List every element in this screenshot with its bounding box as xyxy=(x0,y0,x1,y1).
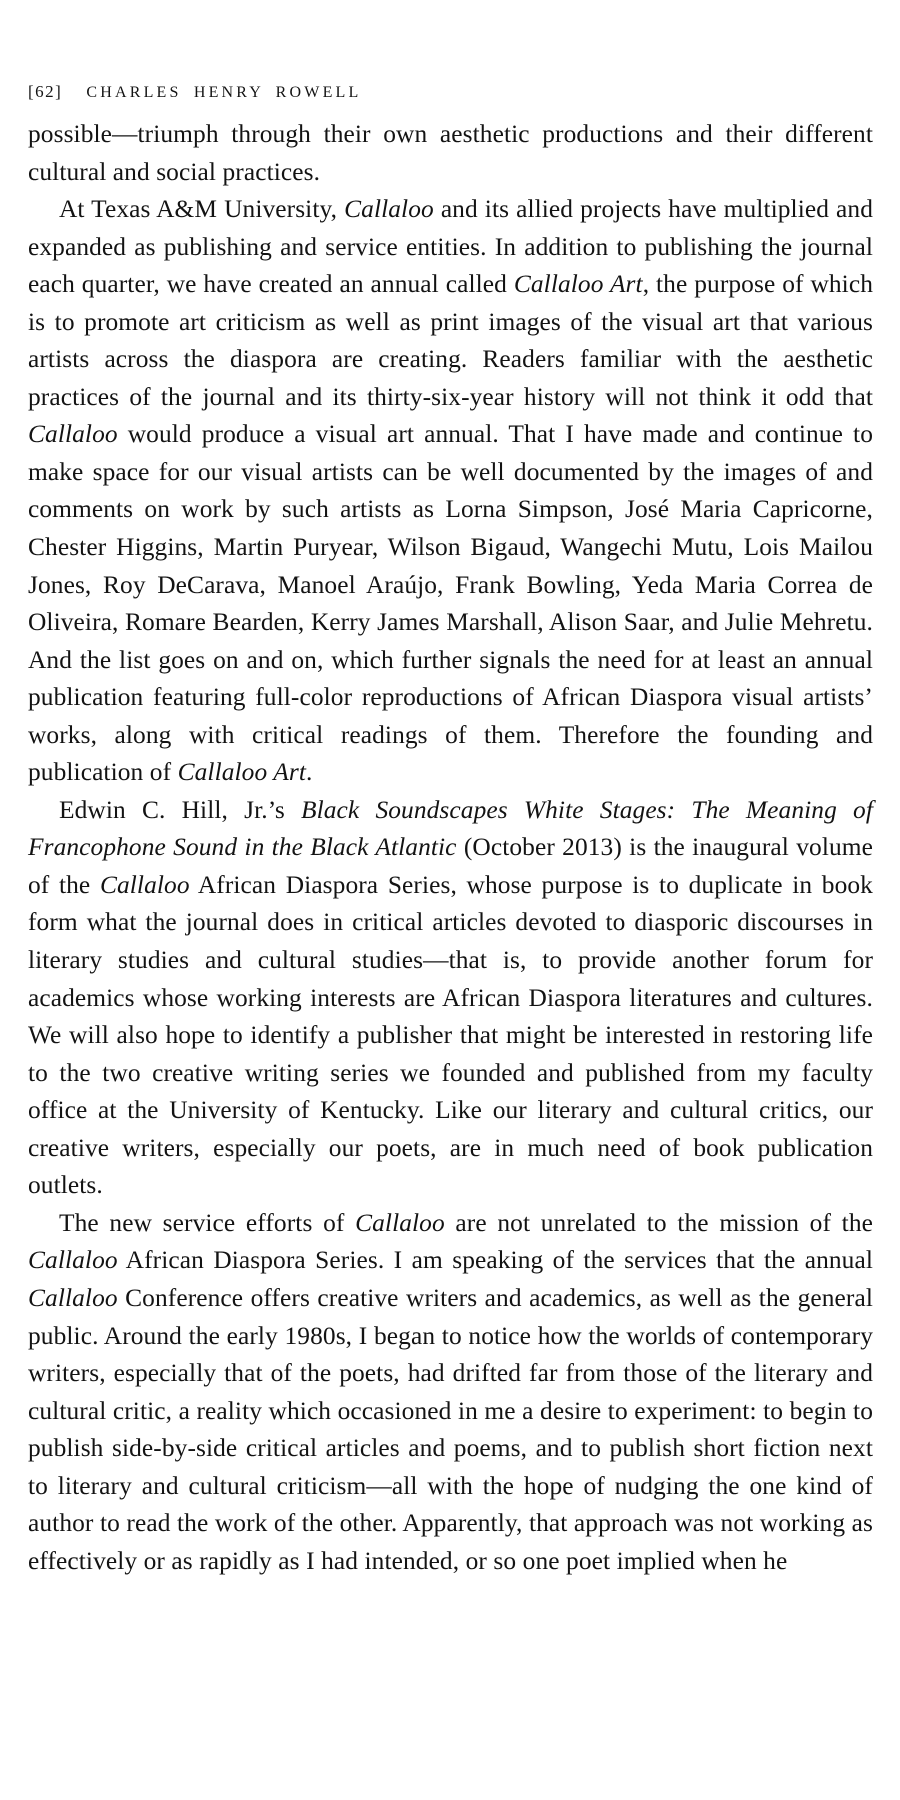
text-run: African Diaspora Series, whose purpose is to duplicate in book form what the journal does in critical articles devoted to diasporic discourses in literary studies and cultural studies—that is, to provide another forum for academics whose working interests are African Diaspora literatures and cultures. We will also hope to identify a publisher that might be interested in restoring life to the two creative writing series we founded and published from my faculty office at the University of Kentucky. Like our literary and cultural critics, our creative writers, especially our poets, are in much need of book publication outlets. xyxy=(28,870,873,1200)
paragraph xyxy=(28,1205,873,1580)
italic-text-run: Callaloo xyxy=(99,870,190,899)
text-run: Conference offers creative writers and academics, as well as the general public. Around the early 1980s, I began to notice how the worlds of contemporary writers, especially that of the poets, had drifted far from those of the literary and cultural critic, a reality which occasioned in me a desire to experiment: to begin to publish side-by-side critical articles and poems, and to publish short fiction next to literary and cultural criticism—all with the hope of nudging the one kind of author to read the work of the other. Apparently, that approach was not working as effectively or as rapidly as I had intended, or so one poet implied when he xyxy=(28,1283,873,1575)
text-run: The new service efforts of xyxy=(59,1208,356,1237)
text-run: African Diaspora Series. I am speaking of the services that the annual xyxy=(117,1246,873,1275)
italic-text-run: Callaloo xyxy=(28,420,118,449)
paragraph xyxy=(28,116,873,191)
page-content xyxy=(28,82,873,1580)
text-run: are not unrelated to the mission of the xyxy=(444,1208,873,1237)
text-run: . xyxy=(306,758,313,787)
italic-text-run: Callaloo Art xyxy=(513,270,643,299)
article-body xyxy=(28,116,873,1580)
italic-text-run: Callaloo xyxy=(28,1283,118,1312)
page-number-folio: [62] xyxy=(28,82,63,101)
italic-text-run: Black Soundscapes White Stages: The Meaning of Francophone Sound in the Black Atlantic xyxy=(28,795,873,862)
text-run: would produce a visual art annual. That I have made and continue to make space for our visual artists can be well documented by the images of and comments on work by such artists as Lorna Simpson, José Maria Capricorne, Chester Higgins, Martin Puryear, Wilson Bigaud, Wangechi Mutu, Lois Mailou Jones, Roy DeCarava, Manoel Araújo, Frank Bowling, Yeda Maria Correa de Oliveira, Romare Bearden, Kerry James Marshall, Alison Saar, and Julie Mehretu. And the list goes on and on, which further signals the need for at least an annual publication featuring full-color reproductions of African Diaspora visual artists’ works, along with critical readings of them. Therefore the founding and publication of xyxy=(28,420,873,787)
running-head-author: CHARLES HENRY ROWELL xyxy=(86,84,362,101)
italic-text-run: Callaloo xyxy=(344,195,434,224)
text-run: , the purpose of which is to promote art criticism as well as print images of the visual art that various artists across the diaspora are creating. Readers familiar with the aesthetic practices of the journal and its thirty-six-year history will not think it odd that xyxy=(28,270,873,411)
paragraph xyxy=(28,191,873,792)
italic-text-run: Callaloo Art xyxy=(177,758,307,787)
text-run: Edwin C. Hill, Jr.’s xyxy=(59,795,301,824)
paragraph xyxy=(28,792,873,1205)
text-run: (October 2013) is the inaugural volume of the xyxy=(28,833,873,899)
text-run: At Texas A&M University, xyxy=(59,195,345,224)
text-run: possible—triumph through their own aesthetic productions and their different cultural and social practices. xyxy=(28,120,873,186)
italic-text-run: Callaloo xyxy=(355,1208,445,1237)
running-header xyxy=(28,82,873,103)
text-run: and its allied projects have multiplied and expanded as publishing and service entities. In addition to publishing the journal each quarter, we have created an annual called xyxy=(28,195,873,299)
italic-text-run: Callaloo xyxy=(28,1246,118,1275)
